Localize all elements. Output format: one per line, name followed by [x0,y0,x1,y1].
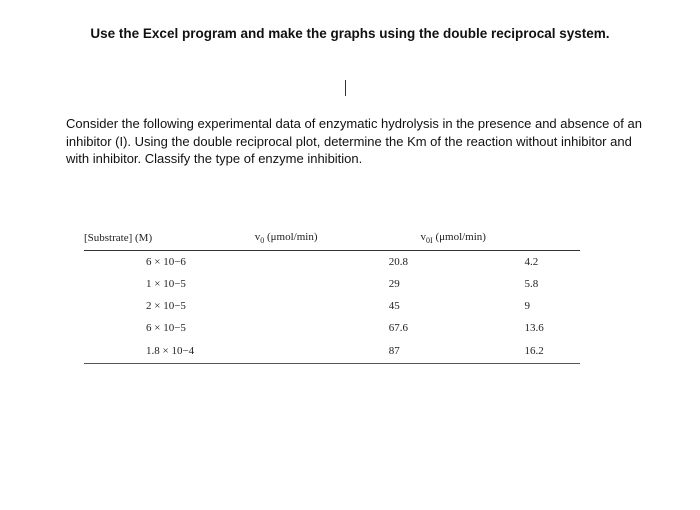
substrate-cell: 2 × 10−5 [146,300,186,312]
v0-cell: 87 [253,339,421,364]
table-row [84,339,580,364]
text-cursor [345,80,346,96]
substrate-cell: 6 × 10−6 [146,256,186,268]
v0i-cell: 16.2 [421,339,580,364]
v0i-cell: 9 [524,300,531,312]
v0i-cell: 4.2 [524,256,539,268]
substrate-cell: 1.8 × 10−4 [84,339,253,364]
v0i-cell: 13.6 [524,322,544,334]
v0-cell: 20.8 [388,256,408,268]
table-row [84,251,580,274]
problem-statement: Consider the following experimental data of enzymatic hydrolysis in the presence and absence of an inhibitor (I). Using the double reciprocal plot, determine the Km of the reaction without inhibitor and with inhibitor. Classify the type of enzyme inhibition. [66,116,642,166]
v0-cell: 29 [388,278,400,290]
experimental-data-table [84,226,580,364]
substrate-cell: 6 × 10−5 [146,322,186,334]
page-heading: Use the Excel program and make the graphs using the double reciprocal system. [90,26,610,41]
substrate-column-header: [Substrate] (M) [84,226,253,251]
substrate-cell: 1 × 10−5 [146,278,186,290]
table-row [84,273,580,295]
table-row [84,317,580,339]
table-header-row [84,226,580,251]
v0i-cell: 5.8 [524,278,539,290]
v0i-column-header: $v_{0I}$ (μmol/min) [421,226,580,251]
v0-cell: 67.6 [388,322,408,334]
v0-column-header: $v_0$ (μmol/min) [253,226,421,251]
table-row [84,295,580,317]
v0-cell: 45 [388,300,400,312]
